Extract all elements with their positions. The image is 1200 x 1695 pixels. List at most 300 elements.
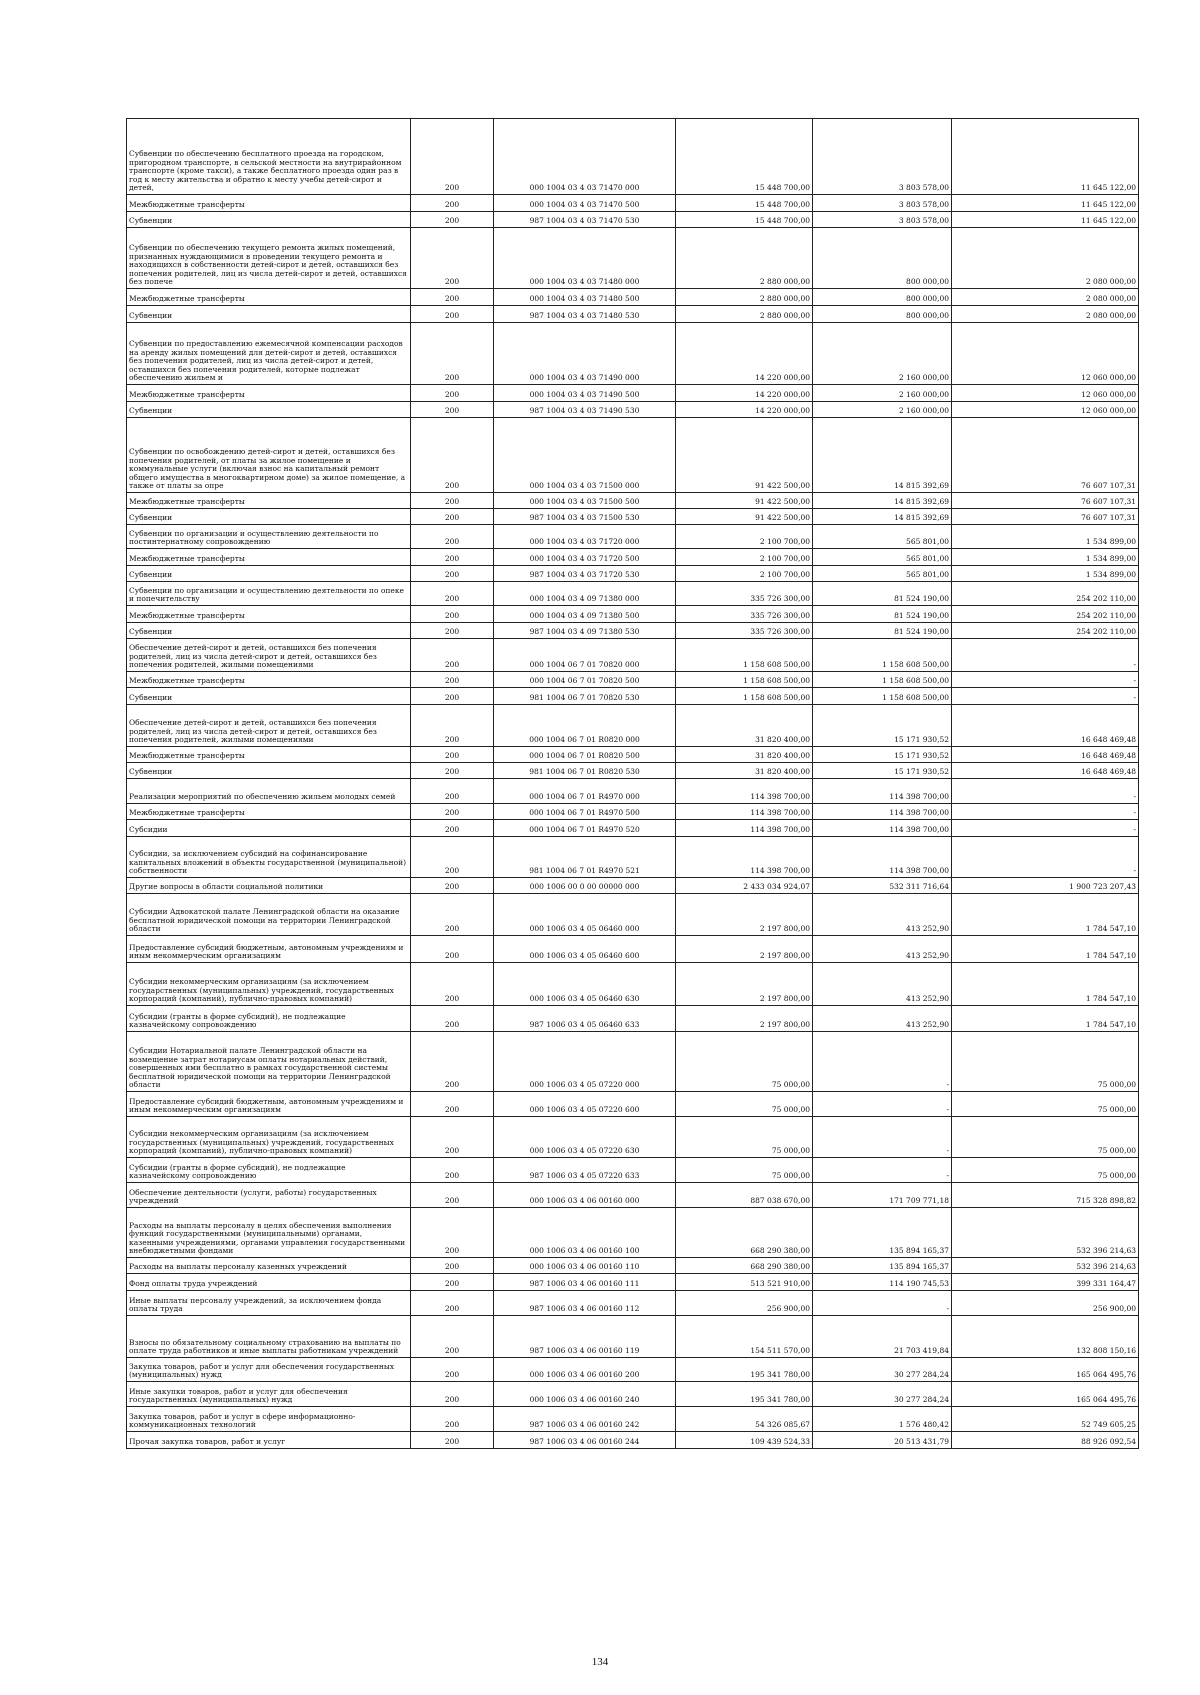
cell-code: 200 [411,606,494,623]
cell-executed: 3 803 578,00 [813,212,952,228]
cell-code: 200 [411,525,494,549]
cell-kbk: 987 1006 03 4 06 00160 244 [494,1432,676,1449]
cell-name: Обеспечение детей-сирот и детей, оставшихся без попечения родителей, лиц из числа детей-сирот и детей, оставшихся без попечения родителей, жилыми помещениями [127,705,411,747]
cell-approved: 114 398 700,00 [676,779,813,804]
cell-code: 200 [411,1291,494,1316]
cell-approved: 54 326 085,67 [676,1407,813,1432]
cell-name: Субсидии Адвокатской палате Ленинградской области на оказание бесплатной юридической помощи на территории Ленинградской области [127,894,411,936]
cell-executed: - [813,1117,952,1158]
cell-remaining: 2 080 000,00 [952,289,1139,306]
cell-kbk: 000 1004 03 4 09 71380 500 [494,606,676,623]
cell-code: 200 [411,1432,494,1449]
cell-code: 200 [411,566,494,582]
table-row [127,582,1139,606]
cell-executed: 413 252,90 [813,1006,952,1032]
cell-kbk: 000 1004 03 4 09 71380 000 [494,582,676,606]
table-row [127,549,1139,566]
cell-executed: 532 311 716,64 [813,878,952,894]
cell-name: Закупка товаров, работ и услуг в сфере информационно-коммуникационных технологий [127,1407,411,1432]
cell-kbk: 000 1006 03 4 05 06460 630 [494,963,676,1006]
cell-executed: 2 160 000,00 [813,402,952,418]
cell-approved: 2 433 034 924,07 [676,878,813,894]
cell-approved: 14 220 000,00 [676,323,813,385]
cell-code: 200 [411,963,494,1006]
table-row [127,837,1139,878]
cell-approved: 15 448 700,00 [676,119,813,195]
table-row [127,894,1139,936]
cell-remaining: 1 900 723 207,43 [952,878,1139,894]
cell-executed: 171 709 771,18 [813,1183,952,1208]
cell-remaining: 1 784 547,10 [952,894,1139,936]
cell-name: Обеспечение деятельности (услуги, работы) государственных учреждений [127,1183,411,1208]
cell-name: Обеспечение детей-сирот и детей, оставшихся без попечения родителей, лиц из числа детей-сирот и детей, оставшихся без попечения родителей, жилыми помещениями [127,639,411,672]
cell-executed: 21 703 419,84 [813,1316,952,1358]
cell-name: Субсидии (гранты в форме субсидий), не подлежащие казначейскому сопровождению [127,1006,411,1032]
cell-approved: 91 422 500,00 [676,493,813,509]
cell-executed: 800 000,00 [813,289,952,306]
table-row [127,493,1139,509]
cell-remaining: 2 080 000,00 [952,306,1139,323]
table-row [127,323,1139,385]
cell-kbk: 987 1004 03 4 03 71720 530 [494,566,676,582]
cell-approved: 668 290 380,00 [676,1258,813,1274]
table-row [127,306,1139,323]
cell-approved: 1 158 608 500,00 [676,639,813,672]
cell-code: 200 [411,323,494,385]
cell-kbk: 000 1006 03 4 05 07220 000 [494,1032,676,1092]
cell-remaining: 16 648 469,48 [952,763,1139,779]
cell-remaining: 75 000,00 [952,1092,1139,1117]
cell-code: 200 [411,936,494,963]
cell-approved: 195 341 780,00 [676,1358,813,1382]
cell-kbk: 000 1006 03 4 06 00160 200 [494,1358,676,1382]
cell-name: Субвенции [127,688,411,705]
cell-executed: 30 277 284,24 [813,1382,952,1407]
cell-remaining: - [952,804,1139,820]
cell-remaining: 132 808 150,16 [952,1316,1139,1358]
cell-executed: 800 000,00 [813,306,952,323]
cell-code: 200 [411,1117,494,1158]
cell-name: Предоставление субсидий бюджетным, автономным учреждениям и иным некоммерческим организациям [127,1092,411,1117]
cell-code: 200 [411,1316,494,1358]
cell-approved: 1 158 608 500,00 [676,688,813,705]
cell-code: 200 [411,228,494,289]
table-row [127,195,1139,212]
cell-kbk: 000 1006 03 4 06 00160 100 [494,1208,676,1258]
cell-code: 200 [411,820,494,837]
cell-name: Субсидии [127,820,411,837]
table-row [127,639,1139,672]
table-row [127,623,1139,639]
cell-kbk: 987 1006 03 4 05 07220 633 [494,1158,676,1183]
cell-name: Субсидии, за исключением субсидий на софинансирование капитальных вложений в объекты государственной (муниципальной) собственности [127,837,411,878]
table-row [127,418,1139,493]
cell-remaining: - [952,779,1139,804]
cell-executed: 14 815 392,69 [813,418,952,493]
cell-kbk: 000 1006 03 4 06 00160 000 [494,1183,676,1208]
cell-executed: 2 160 000,00 [813,323,952,385]
cell-remaining: 399 331 164,47 [952,1274,1139,1291]
cell-code: 200 [411,1208,494,1258]
cell-name: Иные выплаты персоналу учреждений, за исключением фонда оплаты труда [127,1291,411,1316]
table-row [127,747,1139,763]
table-row [127,763,1139,779]
cell-remaining: 532 396 214,63 [952,1208,1139,1258]
cell-code: 200 [411,837,494,878]
cell-kbk: 987 1004 03 4 03 71480 530 [494,306,676,323]
cell-code: 200 [411,1092,494,1117]
table-row [127,936,1139,963]
cell-name: Субсидии (гранты в форме субсидий), не подлежащие казначейскому сопровождению [127,1158,411,1183]
cell-approved: 14 220 000,00 [676,402,813,418]
cell-name: Межбюджетные трансферты [127,195,411,212]
budget-table-body [127,119,1139,1449]
cell-name: Субсидии некоммерческим организациям (за исключением государственных (муниципальных) учреждений, государственных корпораций (компаний), публично-правовых компаний) [127,963,411,1006]
cell-kbk: 000 1004 03 4 03 71720 500 [494,549,676,566]
cell-kbk: 000 1004 06 7 01 R0820 500 [494,747,676,763]
table-row [127,705,1139,747]
cell-name: Иные закупки товаров, работ и услуг для обеспечения государственных (муниципальных) нужд [127,1382,411,1407]
cell-approved: 31 820 400,00 [676,763,813,779]
cell-kbk: 000 1004 03 4 03 71500 500 [494,493,676,509]
cell-executed: 565 801,00 [813,525,952,549]
cell-name: Субсидии некоммерческим организациям (за исключением государственных (муниципальных) учреждений, государственных корпораций (компаний), публично-правовых компаний) [127,1117,411,1158]
cell-code: 200 [411,639,494,672]
cell-executed: 15 171 930,52 [813,763,952,779]
cell-executed: 81 524 190,00 [813,606,952,623]
budget-table [126,118,1139,1449]
cell-name: Расходы на выплаты персоналу казенных учреждений [127,1258,411,1274]
table-row [127,1316,1139,1358]
cell-code: 200 [411,623,494,639]
cell-kbk: 000 1004 06 7 01 70820 500 [494,672,676,688]
cell-code: 200 [411,582,494,606]
cell-kbk: 000 1004 06 7 01 70820 000 [494,639,676,672]
cell-kbk: 000 1004 06 7 01 R4970 000 [494,779,676,804]
table-row [127,212,1139,228]
cell-code: 200 [411,878,494,894]
cell-name: Межбюджетные трансферты [127,493,411,509]
cell-name: Другие вопросы в области социальной политики [127,878,411,894]
cell-kbk: 000 1004 03 4 03 71490 500 [494,385,676,402]
cell-name: Взносы по обязательному социальному страхованию на выплаты по оплате труда работников и иные выплаты работникам учреждений [127,1316,411,1358]
cell-kbk: 000 1004 03 4 03 71470 500 [494,195,676,212]
cell-executed: 114 398 700,00 [813,804,952,820]
table-row [127,1291,1139,1316]
cell-name: Фонд оплаты труда учреждений [127,1274,411,1291]
cell-code: 200 [411,418,494,493]
cell-approved: 256 900,00 [676,1291,813,1316]
table-row [127,119,1139,195]
cell-remaining: 532 396 214,63 [952,1258,1139,1274]
cell-remaining: 16 648 469,48 [952,747,1139,763]
cell-kbk: 987 1004 03 4 03 71500 530 [494,509,676,525]
cell-code: 200 [411,1382,494,1407]
cell-remaining: - [952,672,1139,688]
cell-kbk: 000 1004 03 4 03 71480 000 [494,228,676,289]
cell-code: 200 [411,1274,494,1291]
cell-remaining: 715 328 898,82 [952,1183,1139,1208]
cell-code: 200 [411,509,494,525]
table-row [127,1117,1139,1158]
cell-executed: 14 815 392,69 [813,509,952,525]
cell-remaining: 254 202 110,00 [952,606,1139,623]
cell-kbk: 000 1004 03 4 03 71720 000 [494,525,676,549]
cell-approved: 668 290 380,00 [676,1208,813,1258]
cell-code: 200 [411,763,494,779]
cell-name: Реализация мероприятий по обеспечению жильем молодых семей [127,779,411,804]
cell-executed: 135 894 165,37 [813,1258,952,1274]
table-row [127,1092,1139,1117]
cell-kbk: 000 1004 03 4 03 71470 000 [494,119,676,195]
cell-remaining: 12 060 000,00 [952,385,1139,402]
table-row [127,672,1139,688]
cell-name: Субвенции по обеспечению текущего ремонта жилых помещений, признанных нуждающимися в проведении текущего ремонта и находящихся в собственности детей-сирот и детей, оставшихся без попечения родителей, лиц из числа детей-сирот и детей, оставшихся без попече [127,228,411,289]
cell-code: 200 [411,119,494,195]
cell-remaining: 12 060 000,00 [952,402,1139,418]
cell-name: Закупка товаров, работ и услуг для обеспечения государственных (муниципальных) нужд [127,1358,411,1382]
cell-name: Межбюджетные трансферты [127,747,411,763]
cell-code: 200 [411,779,494,804]
cell-kbk: 000 1006 00 0 00 00000 000 [494,878,676,894]
table-row [127,878,1139,894]
cell-remaining: 75 000,00 [952,1032,1139,1092]
cell-approved: 114 398 700,00 [676,820,813,837]
cell-approved: 91 422 500,00 [676,509,813,525]
cell-approved: 31 820 400,00 [676,705,813,747]
cell-name: Субвенции по обеспечению бесплатного проезда на городском, пригородном транспорте, в сельской местности на внутрирайонном транспорте (кроме такси), а также бесплатного проезда один раз в год к месту жительства и обратно к месту учебы детей-сирот и детей, [127,119,411,195]
cell-approved: 2 880 000,00 [676,289,813,306]
cell-kbk: 000 1004 03 4 03 71500 000 [494,418,676,493]
cell-remaining: - [952,837,1139,878]
cell-code: 200 [411,688,494,705]
table-row [127,1258,1139,1274]
table-row [127,525,1139,549]
cell-approved: 2 100 700,00 [676,549,813,566]
cell-remaining: 1 534 899,00 [952,566,1139,582]
cell-remaining: 11 645 122,00 [952,119,1139,195]
cell-kbk: 000 1004 06 7 01 R4970 520 [494,820,676,837]
cell-code: 200 [411,385,494,402]
table-row [127,688,1139,705]
cell-code: 200 [411,1158,494,1183]
cell-code: 200 [411,705,494,747]
cell-code: 200 [411,212,494,228]
cell-executed: 3 803 578,00 [813,119,952,195]
cell-approved: 2 100 700,00 [676,566,813,582]
cell-remaining: 11 645 122,00 [952,195,1139,212]
cell-name: Субвенции [127,306,411,323]
cell-approved: 335 726 300,00 [676,582,813,606]
cell-kbk: 000 1006 03 4 06 00160 110 [494,1258,676,1274]
table-row [127,804,1139,820]
cell-remaining: 76 607 107,31 [952,418,1139,493]
cell-remaining: - [952,820,1139,837]
cell-executed: 81 524 190,00 [813,623,952,639]
cell-executed: - [813,1092,952,1117]
cell-code: 200 [411,289,494,306]
cell-name: Субсидии Нотариальной палате Ленинградской области на возмещение затрат нотариусам оплаты нотариальных действий, совершенных ими бесплатно в рамках государственной системы бесплатной юридической помощи на территории Ленинградской области [127,1032,411,1092]
cell-name: Межбюджетные трансферты [127,804,411,820]
cell-code: 200 [411,1183,494,1208]
cell-kbk: 000 1004 06 7 01 R4970 500 [494,804,676,820]
cell-executed: 1 158 608 500,00 [813,672,952,688]
cell-executed: 114 398 700,00 [813,779,952,804]
cell-code: 200 [411,306,494,323]
cell-approved: 335 726 300,00 [676,623,813,639]
cell-remaining: 165 064 495,76 [952,1382,1139,1407]
cell-remaining: - [952,639,1139,672]
cell-approved: 2 197 800,00 [676,963,813,1006]
table-row [127,779,1139,804]
page-number: 134 [591,1656,609,1668]
cell-name: Межбюджетные трансферты [127,606,411,623]
cell-executed: 30 277 284,24 [813,1358,952,1382]
cell-name: Межбюджетные трансферты [127,289,411,306]
cell-executed: - [813,1032,952,1092]
cell-executed: 114 190 745,53 [813,1274,952,1291]
cell-kbk: 000 1006 03 4 05 06460 000 [494,894,676,936]
cell-approved: 2 197 800,00 [676,1006,813,1032]
cell-code: 200 [411,549,494,566]
cell-executed: 15 171 930,52 [813,705,952,747]
table-row [127,385,1139,402]
cell-remaining: 76 607 107,31 [952,493,1139,509]
cell-kbk: 000 1006 03 4 05 06460 600 [494,936,676,963]
cell-name: Субвенции [127,623,411,639]
cell-name: Субвенции по организации и осуществлению деятельности по постинтернатному сопровождению [127,525,411,549]
cell-name: Субвенции [127,509,411,525]
cell-executed: - [813,1158,952,1183]
cell-remaining: 1 534 899,00 [952,525,1139,549]
cell-approved: 195 341 780,00 [676,1382,813,1407]
cell-remaining: 88 926 092,54 [952,1432,1139,1449]
cell-kbk: 000 1004 03 4 03 71480 500 [494,289,676,306]
cell-name: Субвенции [127,566,411,582]
cell-approved: 14 220 000,00 [676,385,813,402]
cell-code: 200 [411,672,494,688]
cell-kbk: 987 1006 03 4 06 00160 111 [494,1274,676,1291]
cell-code: 200 [411,747,494,763]
cell-executed: 1 158 608 500,00 [813,639,952,672]
cell-approved: 31 820 400,00 [676,747,813,763]
cell-code: 200 [411,1358,494,1382]
cell-approved: 15 448 700,00 [676,212,813,228]
cell-remaining: - [952,688,1139,705]
cell-kbk: 000 1006 03 4 05 07220 630 [494,1117,676,1158]
cell-remaining: 254 202 110,00 [952,623,1139,639]
cell-approved: 75 000,00 [676,1158,813,1183]
cell-executed: 114 398 700,00 [813,820,952,837]
cell-code: 200 [411,894,494,936]
cell-remaining: 75 000,00 [952,1117,1139,1158]
cell-approved: 2 100 700,00 [676,525,813,549]
cell-remaining: 52 749 605,25 [952,1407,1139,1432]
cell-remaining: 75 000,00 [952,1158,1139,1183]
cell-approved: 75 000,00 [676,1117,813,1158]
cell-code: 200 [411,1032,494,1092]
table-row [127,402,1139,418]
cell-executed: 800 000,00 [813,228,952,289]
table-row [127,1158,1139,1183]
cell-approved: 114 398 700,00 [676,804,813,820]
cell-name: Межбюджетные трансферты [127,672,411,688]
cell-name: Субвенции [127,402,411,418]
table-row [127,289,1139,306]
cell-name: Субвенции [127,212,411,228]
cell-approved: 114 398 700,00 [676,837,813,878]
cell-approved: 91 422 500,00 [676,418,813,493]
cell-approved: 109 439 524,33 [676,1432,813,1449]
table-row [127,228,1139,289]
table-row [127,509,1139,525]
cell-kbk: 981 1004 06 7 01 70820 530 [494,688,676,705]
cell-code: 200 [411,1258,494,1274]
table-row [127,1432,1139,1449]
cell-code: 200 [411,804,494,820]
cell-name: Расходы на выплаты персоналу в целях обеспечения выполнения функций государственными (муниципальными) органами, казенными учреждениями, органами управления государственными внебюджетными фондами [127,1208,411,1258]
cell-remaining: 76 607 107,31 [952,509,1139,525]
cell-remaining: 165 064 495,76 [952,1358,1139,1382]
table-row [127,1183,1139,1208]
cell-remaining: 12 060 000,00 [952,323,1139,385]
cell-executed: 135 894 165,37 [813,1208,952,1258]
table-row [127,566,1139,582]
cell-kbk: 981 1004 06 7 01 R4970 521 [494,837,676,878]
cell-code: 200 [411,493,494,509]
cell-executed: 413 252,90 [813,963,952,1006]
cell-remaining: 256 900,00 [952,1291,1139,1316]
cell-remaining: 1 784 547,10 [952,1006,1139,1032]
table-row [127,1032,1139,1092]
cell-approved: 75 000,00 [676,1032,813,1092]
cell-name: Межбюджетные трансферты [127,385,411,402]
table-row [127,820,1139,837]
cell-kbk: 000 1006 03 4 05 07220 600 [494,1092,676,1117]
cell-kbk: 987 1004 03 4 09 71380 530 [494,623,676,639]
cell-approved: 887 038 670,00 [676,1183,813,1208]
cell-kbk: 987 1006 03 4 06 00160 119 [494,1316,676,1358]
cell-kbk: 981 1004 06 7 01 R0820 530 [494,763,676,779]
table-row [127,606,1139,623]
cell-kbk: 987 1006 03 4 05 06460 633 [494,1006,676,1032]
table-row [127,963,1139,1006]
cell-executed: 1 158 608 500,00 [813,688,952,705]
table-row [127,1358,1139,1382]
cell-code: 200 [411,1006,494,1032]
cell-approved: 154 511 570,00 [676,1316,813,1358]
cell-remaining: 254 202 110,00 [952,582,1139,606]
table-row [127,1006,1139,1032]
cell-remaining: 1 534 899,00 [952,549,1139,566]
cell-name: Субвенции по предоставлению ежемесячной компенсации расходов на аренду жилых помещений для детей-сирот и детей, оставшихся без попечения родителей, лиц из числа детей-сирот и детей, оставшихся без попечения родителей, которые подлежат обеспечению жильем и [127,323,411,385]
cell-executed: 565 801,00 [813,566,952,582]
cell-remaining: 11 645 122,00 [952,212,1139,228]
cell-executed: 81 524 190,00 [813,582,952,606]
cell-code: 200 [411,195,494,212]
cell-executed: 413 252,90 [813,894,952,936]
cell-executed: 15 171 930,52 [813,747,952,763]
cell-executed: 14 815 392,69 [813,493,952,509]
cell-executed: 20 513 431,79 [813,1432,952,1449]
table-row [127,1208,1139,1258]
cell-kbk: 987 1004 03 4 03 71470 530 [494,212,676,228]
cell-executed: - [813,1291,952,1316]
cell-approved: 2 197 800,00 [676,894,813,936]
cell-kbk: 987 1006 03 4 06 00160 242 [494,1407,676,1432]
cell-code: 200 [411,402,494,418]
cell-executed: 413 252,90 [813,936,952,963]
